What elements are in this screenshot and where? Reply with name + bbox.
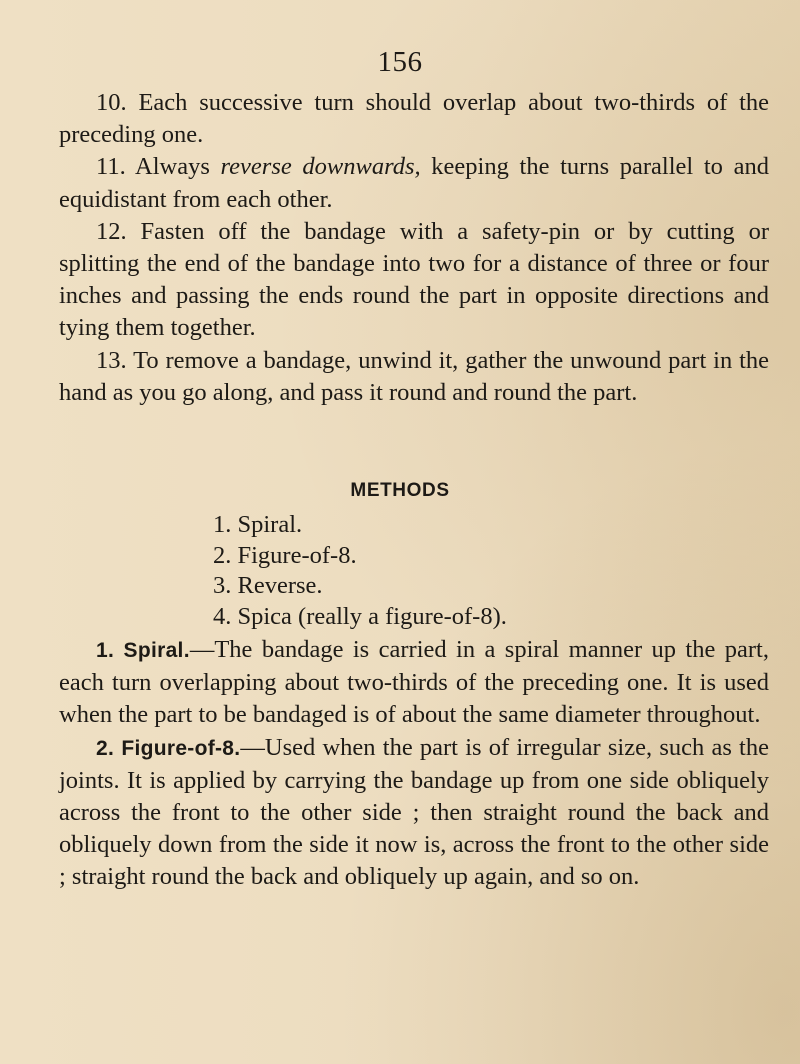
instruction-number: 12. [96,217,127,245]
instruction-emphasis: reverse downwards, [220,153,421,181]
method-label: Figure-of-8. [237,541,357,569]
description-text: —Used when the part is of irregular size, such as the joints. It is applied by carrying the bandage up from one side obliquely across the front to the other side ; then straight round the back and obliquely down from the side it now is, across the front to the other side ; straight round the back and obliquely up again, and so on. [59,733,769,891]
methods-heading: METHODS [350,480,450,501]
method-number: 1. [213,511,232,538]
instruction-12 [59,216,769,345]
methods-list-item [213,602,507,633]
instruction-text: To remove a bandage, unwind it, gather the unwound part in the hand as you go along, and pass it round and round the part. [59,346,770,406]
instruction-text: Fasten off the bandage with a safety-pin or by cutting or splitting the end of the bandage into two for a distance of three or four inches and passing the ends round the part in opposite directions and tying them together. [59,217,769,342]
description-heading: 1. Spiral. [96,639,190,662]
method-label: Reverse. [237,572,323,599]
instruction-13 [59,345,769,409]
method-label: Spiral. [237,511,303,538]
description-heading: 2. Figure-of-8. [96,736,241,760]
method-label: Spica (really a figure-of-8). [237,602,507,630]
description-text: —The bandage is carried in a spiral manner up the part, each turn overlapping about two-thirds of the preceding one. It is used when the part to be bandaged is of about the same diameter throughout. [59,636,769,729]
instruction-11 [59,151,769,215]
instruction-text: Each successive turn should overlap about two-thirds of the preceding one. [59,89,769,149]
description-figure-of-8 [59,732,769,894]
methods-list-item [213,571,507,602]
instruction-number: 10. [96,89,127,116]
numbered-instructions [59,87,769,409]
page-number: 156 [377,46,423,78]
instruction-text-continued: keeping the turns parallel to and equidistant from each other. [59,153,769,213]
method-descriptions [59,634,769,894]
methods-list-item [213,541,507,572]
methods-list-item [213,510,507,541]
instruction-text: Always [135,153,221,181]
method-number: 3. [213,572,232,599]
instruction-number: 11. [96,153,126,181]
instruction-number: 13. [96,346,127,374]
method-number: 4. [213,602,232,630]
methods-list [213,510,507,632]
method-number: 2. [213,541,232,569]
description-spiral [59,634,769,732]
instruction-10 [59,87,769,151]
